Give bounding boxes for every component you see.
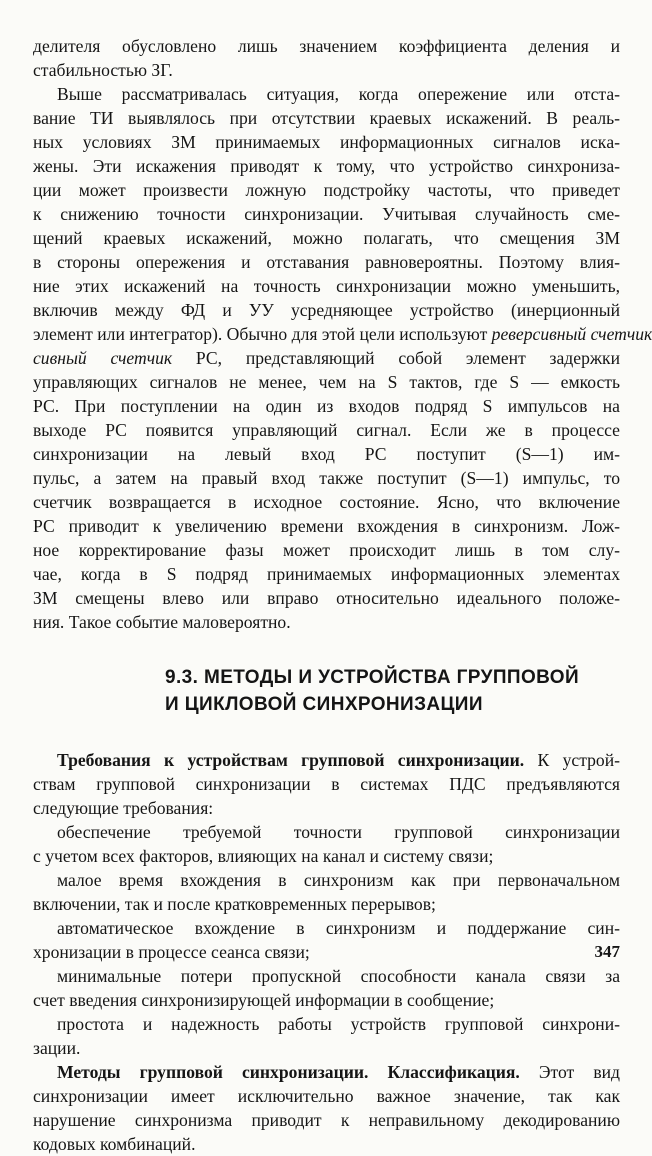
text-line: ние этих искажений на точность синхронизации можно уменьшить,	[33, 276, 620, 296]
section-heading-line: 9.3. МЕТОДЫ И УСТРОЙСТВА ГРУППОВОЙ	[165, 667, 580, 688]
text-line: к снижению точности синхронизации. Учитывая случайность сме-	[33, 204, 620, 224]
text-line: синхронизации имеет исключительно важное значение, так как	[33, 1086, 620, 1106]
section-heading	[33, 664, 620, 718]
list-item-continued: хронизации в процессе сеанса связи;	[33, 942, 310, 962]
run-in-title: Методы групповой синхронизации. Классификация.	[57, 1062, 520, 1082]
text-line: включив между ФД и УУ усредняющее устройство (инерционный	[33, 300, 620, 320]
section-heading-line: И ЦИКЛОВОЙ СИНХРОНИЗАЦИИ	[165, 694, 483, 715]
list-item: минимальные потери пропускной способности канала связи за	[57, 966, 620, 986]
paragraph-methods	[33, 1060, 620, 1156]
text-line	[33, 1060, 620, 1084]
text-line: чае, когда в S подряд принимаемых информационных элементах	[33, 564, 620, 584]
text-line: нарушение синхронизма приводит к неправильному декодированию	[33, 1110, 620, 1130]
text-line: ции может произвести ложную подстройку частоты, что приведет	[33, 180, 620, 200]
text-run: Этот вид	[519, 1062, 620, 1082]
text-line: ных условиях ЗМ принимаемых информационных сигналов искa-	[33, 132, 620, 152]
text-line: щений краевых искажений, можно полагать, что смещения ЗМ	[33, 228, 620, 248]
spacer	[33, 718, 620, 748]
list-item: малое время вхождения в синхронизм как при первоначальном	[57, 870, 620, 890]
text-line: кодовых комбинаций.	[33, 1134, 196, 1154]
italic-term: реверсивный счетчик	[491, 324, 652, 344]
page-number: 347	[594, 942, 620, 961]
list-item-continued: включении, так и после кратковременных перерывов;	[33, 894, 436, 914]
text-line: вание ТИ выявлялось при отсутствии краевых искажений. В реаль-	[33, 108, 620, 128]
text-line: синхронизации на левый вход РС поступит (S—1) им-	[33, 444, 620, 464]
text-line: в стороны опережения и отставания равновероятны. Поэтому влия-	[33, 252, 620, 272]
text-run: элемент или интегратор). Обычно для этой цели используют	[33, 324, 492, 344]
text-line	[33, 346, 620, 370]
text-line: жены. Эти искажения приводят к тому, что устройство синхрониза-	[33, 156, 620, 176]
text-line: следующие требования:	[33, 798, 214, 818]
italic-term: сивный счетчик	[33, 348, 173, 368]
paragraph-synchronization-distortions	[33, 82, 652, 634]
text-line: РС приводит к увеличению времени вхождения в синхронизм. Лож-	[33, 516, 620, 536]
text-line	[33, 748, 620, 772]
text-line: Выше рассматривалась ситуация, когда опережение или отста-	[57, 84, 620, 104]
list-item: обеспечение требуемой точности групповой синхронизации	[57, 822, 620, 842]
text-line: ное корректирование фазы может происходит лишь в том слу-	[33, 540, 620, 560]
spacer	[33, 634, 620, 664]
text-line: ствам групповой синхронизации в системах ПДС предъявляются	[33, 774, 620, 794]
text-line: стабильностью ЗГ.	[33, 60, 173, 80]
text-line: управляющих сигналов не менее, чем на S тактов, где S — емкость	[33, 372, 620, 392]
text-line: ния. Такое событие маловероятно.	[33, 612, 291, 632]
text-run: К устрой-	[524, 750, 620, 770]
text-line: выходе РС появится управляющий сигнал. Если же в процессе	[33, 420, 620, 440]
list-item: автоматическое вхождение в синхронизм и поддержание син-	[57, 918, 620, 938]
text-line: ЗМ смещены влево или вправо относительно идеального положе-	[33, 588, 620, 608]
text-line: пульс, а затем на правый вход также поступит (S—1) импульс, то	[33, 468, 620, 488]
text-line: делителя обусловлено лишь значением коэффициента деления и	[33, 36, 620, 56]
text-run: РС, представляющий собой элемент задержки	[172, 348, 620, 368]
list-item-continued: счет введения синхронизирующей информации в сообщение;	[33, 990, 495, 1010]
paragraph-continued	[33, 34, 620, 82]
text-line: счетчик возвращается в исходное состояние. Ясно, что включение	[33, 492, 620, 512]
list-item-continued: зации.	[33, 1038, 81, 1058]
text-line: РС. При поступлении на один из входов подряд S импульсов на	[33, 396, 620, 416]
text-line	[33, 322, 652, 346]
run-in-title: Требования к устройствам групповой синхронизации.	[57, 750, 525, 770]
paragraph-requirements	[33, 748, 620, 1060]
list-item: простота и надежность работы устройств групповой синхрони-	[57, 1014, 620, 1034]
list-item-continued: с учетом всех факторов, влияющих на канал и систему связи;	[33, 846, 494, 866]
